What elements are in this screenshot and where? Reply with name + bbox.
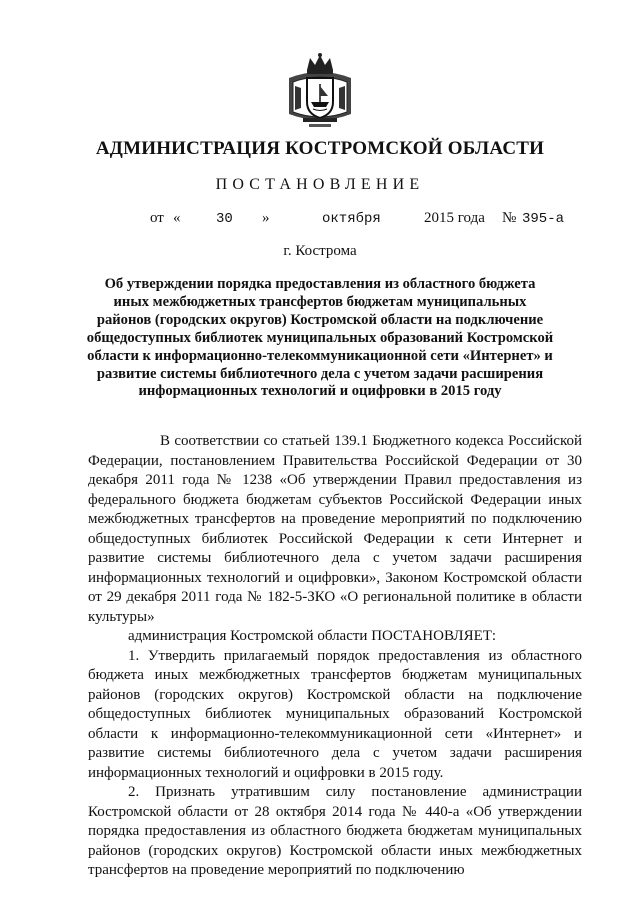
- date-month: октября: [322, 211, 381, 227]
- decree-paragraph: администрация Костромской области ПОСТАНОВЛЯЕТ:: [128, 628, 497, 644]
- organization-name: АДМИНИСТРАЦИЯ КОСТРОМСКОЙ ОБЛАСТИ: [95, 138, 545, 159]
- city: г. Кострома: [283, 243, 357, 259]
- date-day: 30: [216, 211, 233, 227]
- date-prefix: от: [150, 210, 164, 226]
- date-open-quote: «: [173, 210, 181, 226]
- document-type: ПОСТАНОВЛЕНИЕ: [215, 176, 425, 193]
- document-number: 395-а: [522, 211, 565, 227]
- date-close-quote: »: [262, 210, 270, 226]
- coat-of-arms-icon: [283, 52, 357, 132]
- number-sign: №: [502, 210, 517, 226]
- document-title: Об утверждении порядка предоставления из областного бюджета иных межбюджетных трансфертов бюджетам муниципальных районов (городских округов) Костромской области на подключение общедоступных библиотек муниципальных образований Костромской области к информационно-телекоммуникационной сети «Интернет» и развитие системы библиотечного дела с учетом задачи расширения информационных технологий и оцифровки в 2015 году: [86, 276, 554, 400]
- preamble-paragraph: В соответствии со статьей 139.1 Бюджетного кодекса Российской Федерации, постановлением Правительства Российской Федерации от 30 декабря 2011 года № 1238 «Об утверждении Правил предоставления из федерального бюджета бюджетам субъектов Российской Федерации иных межбюджетных трансфертов на проведение мероприятий по подключению общедоступных библиотек Российской Федерации к сети Интернет и развитие системы библиотечного дела с учетом задачи расширения информационных технологий и оцифровки», Законом Костромской области от 29 декабря 2011 года № 182-5-ЗКО «О региональной политике в области культуры»: [88, 433, 582, 625]
- item-2-paragraph: 2. Признать утратившим силу постановление администрации Костромской области от 28 октября 2014 года № 440-а «Об утверждении порядка предоставления из областного бюджета бюджетам муниципальных районов (городских округов) Костромской области иных межбюджетных трансфертов на проведение мероприятий по подключению: [88, 784, 582, 878]
- date-year: 2015 года: [424, 210, 485, 226]
- item-1-paragraph: 1. Утвердить прилагаемый порядок предоставления из областного бюджета иных межбюджетных трансфертов бюджетам муниципальных районов (городских округов) Костромской области на подключение общедоступных библиотек муниципальных образований Костромской области к информационно-телекоммуникационной сети «Интернет» и развитие системы библиотечного дела с учетом задачи расширения информационных технологий и оцифровки в 2015 году.: [88, 647, 582, 781]
- date-line: [0, 210, 640, 230]
- document-body: [88, 432, 582, 881]
